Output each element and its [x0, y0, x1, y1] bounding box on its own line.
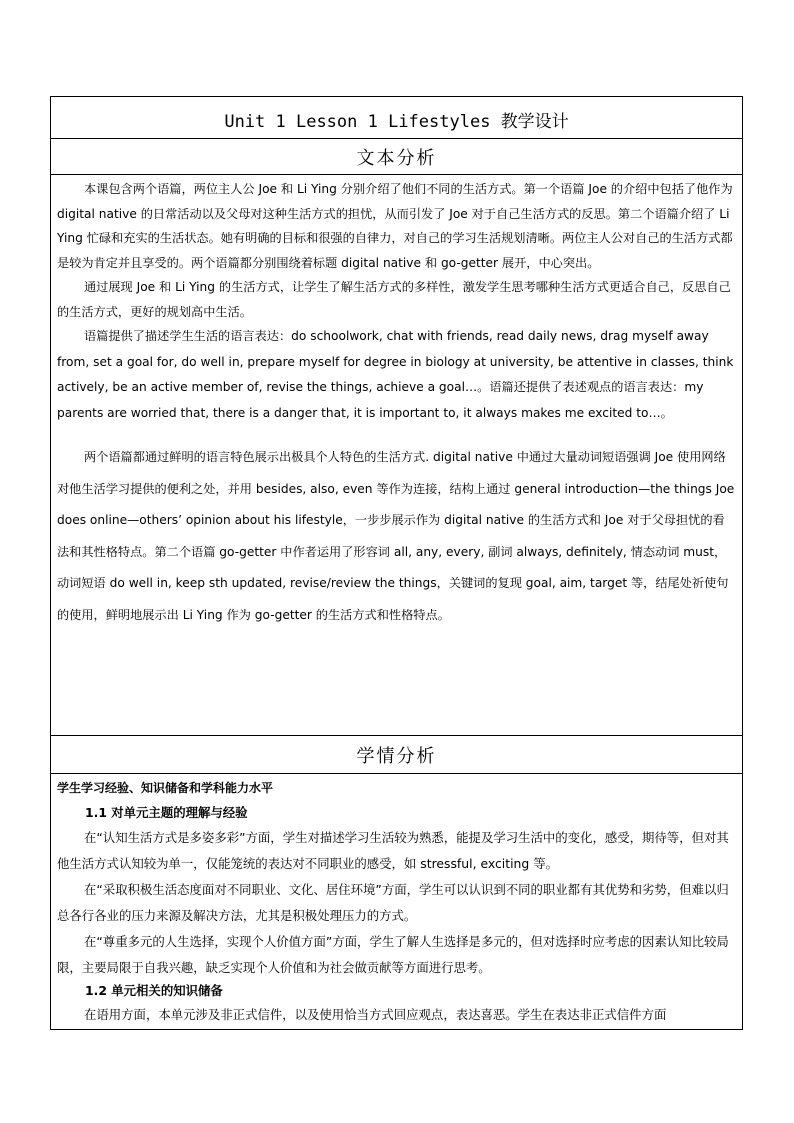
subheading-1-1: 1.1 对单元主题的理解与经验	[85, 805, 248, 820]
title-row	[51, 97, 742, 139]
learner-paragraph-4: 在语用方面，本单元涉及非正式信件，以及使用恰当方式回应观点，表达喜恶。学生在表达非正式信件方面	[84, 1007, 667, 1022]
learner-analysis-body	[51, 774, 742, 1029]
learner-paragraph-2: 在“采取积极生活态度面对不同职业、文化、居住环境”方面，学生可以认识到不同的职业都有其优势和劣势，但难以归总各行各业的压力来源及解决方法，尤其是积极处理压力的方式。	[57, 882, 729, 923]
text-analysis-body	[51, 175, 742, 736]
lesson-plan-table	[50, 96, 743, 1030]
learner-paragraph-1: 在“认知生活方式是多姿多彩”方面，学生对描述学习生活较为熟悉，能提及学习生活中的变化，感受，期待等，但对其他生活方式认知较为单一，仅能笼统的表达对不同职业的感受，如 stressful, exciting 等。	[57, 830, 729, 871]
text-analysis-heading: 文本分析	[356, 148, 437, 169]
text-analysis-paragraph-4: 两个语篇都通过鲜明的语言特色展示出极具个人特色的生活方式. digital native 中通过大量动词短语强调 Joe 使用网络对他生活学习提供的便利之处，并用 besides, also, even 等作为连接，结构上通过 general introduction—the things Joe does online—others’ opinion about his lifestyle，一步步展示作为 digital native 的生活方式和 Joe 对于父母担忧的看法和其性格特点。第二个语篇 go-getter 中作者运用了形容词 all, any, every, 副词 always, definitely, 情态动词 must，动词短语 do well in, keep sth updated, revise/review the things，关键词的复现 goal, aim, target 等，结尾处祈使句的使用，鲜明地展示出 Li Ying 作为 go-getter 的生活方式和性格特点。	[57, 450, 735, 622]
learner-analysis-heading: 学情分析	[356, 746, 437, 767]
document-title: Unit 1 Lesson 1 Lifestyles 教学设计	[224, 112, 569, 132]
text-analysis-paragraph-3: 语篇提供了描述学生生活的语言表达：do schoolwork, chat with friends, read daily news, drag myself away from, set a goal for, do well in, prepare myself for degree in biology at university, be attentive in classes, think actively, be an active member of, revise the things, achieve a goal…。语篇还提供了表述观点的语言表达：my parents are worried that, there is a danger that, it is important to, it always makes me excited to…。	[57, 329, 734, 420]
learner-analysis-header-row	[51, 736, 742, 774]
text-analysis-paragraph-2: 通过展现 Joe 和 Li Ying 的生活方式，让学生了解生活方式的多样性，激发学生思考哪种生活方式更适合自己，反思自己的生活方式，更好的规划高中生活。	[57, 280, 731, 319]
text-analysis-header-row	[51, 138, 742, 175]
learner-analysis-lead: 学生学习经验、知识储备和学科能力水平	[57, 781, 274, 795]
learner-paragraph-3: 在“尊重多元的人生选择，实现个人价值方面”方面，学生了解人生选择是多元的，但对选择时应考虑的因素认知比较局限，主要局限于自我兴趣，缺乏实现个人价值和为社会做贡献等方面进行思考。	[57, 934, 729, 975]
text-analysis-paragraph-1: 本课包含两个语篇，两位主人公 Joe 和 Li Ying 分别介绍了他们不同的生活方式。第一个语篇 Joe 的介绍中包括了他作为 digital native 的日常活动以及父母对这种生活方式的担忧，从而引发了 Joe 对于自己生活方式的反思。第二个语篇介绍了 Li Ying 忙碌和充实的生活状态。她有明确的目标和很强的自律力，对自己的学习生活规划清晰。两位主人公对自己的生活方式都是较为肯定并且享受的。两个语篇都分别围绕着标题 digital native 和 go-getter 展开，中心突出。	[57, 182, 733, 270]
subheading-1-2: 1.2 单元相关的知识储备	[85, 983, 223, 998]
